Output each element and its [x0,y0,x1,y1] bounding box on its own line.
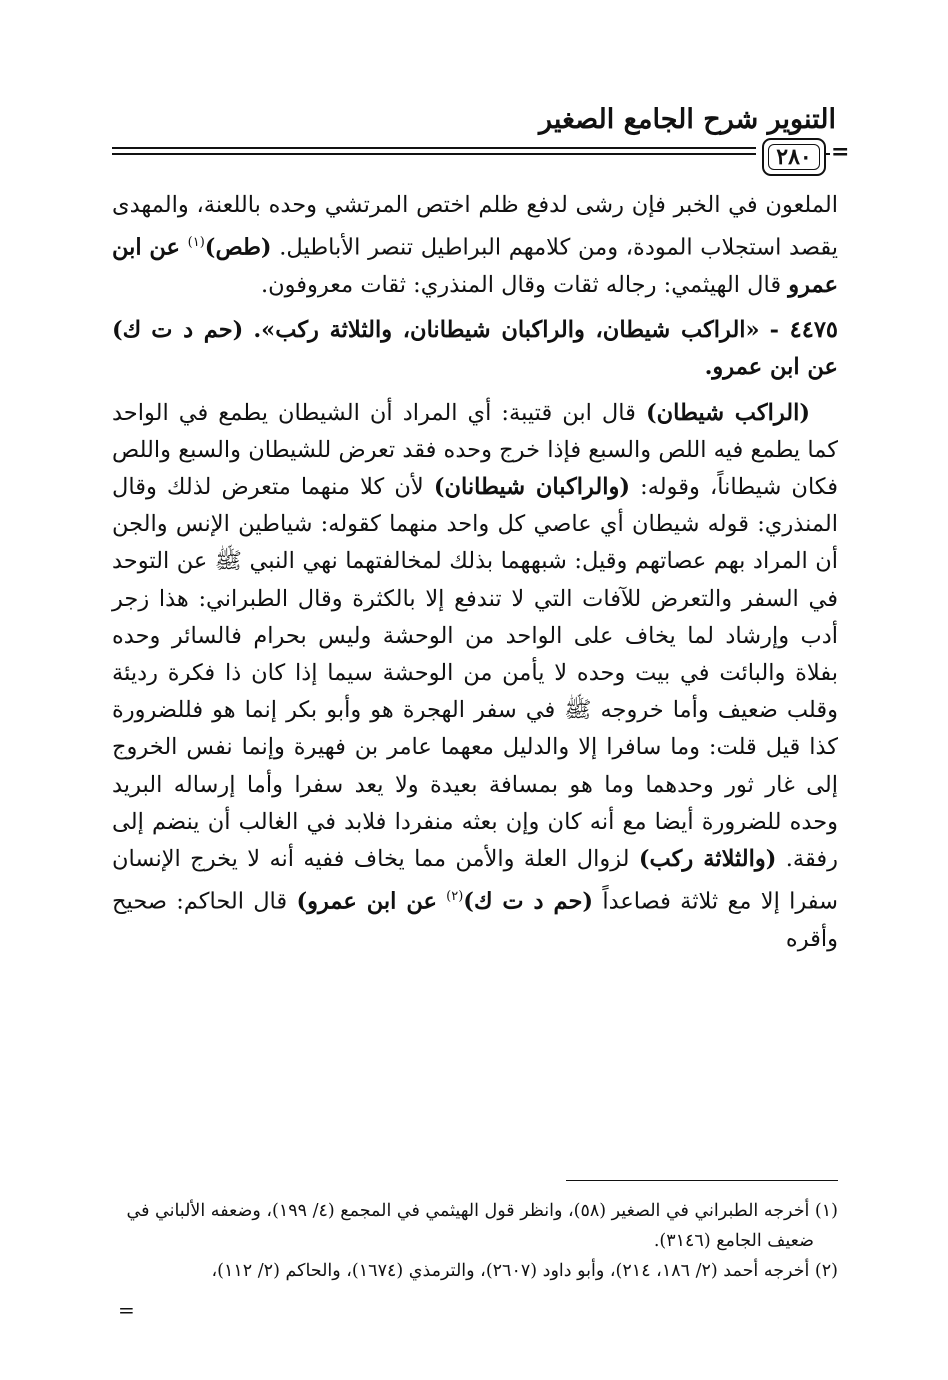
text-line: المنذري: قوله شيطان أي عاصي كل واحد منهما كقوله: شياطين الإنس والجن [112,511,838,538]
text-line: يقصد استجلاب المودة، ومن كلامهم البراطيل تنصر الأباطيل. [279,234,839,261]
commentary-paragraph-1 [112,187,838,304]
phrase-heading-2: (والراكبان شيطانان) [433,473,631,500]
footnote-2: (٢) أخرجه أحمد (٢/ ١٨٦، ٢١٤)، وأبو داود (٢٦٠٧)، والترمذي (١٦٧٤)، والحاكم (٢/ ١١٢)، [211,1261,838,1281]
hadith-source-cont: ك) عن ابن عمرو. [112,317,838,381]
header-rule-top [112,147,756,149]
text-line: لزوال العلة والأمن مما يخاف ففيه أنه لا يخرج الإنسان سفرا [112,845,838,915]
narrator-prefix: عن [149,234,180,261]
text-line: أن المراد بهم عصاتهم وقيل: شبههما بذلك لمخالفتهما نهي النبي ﷺ عن التوحد [112,548,838,575]
text-line: يطمع فيه اللص والسبع فإذا خرج وحده فقد تعرض للشيطان والسبع واللص [112,436,801,463]
header-rule-connector [826,153,830,155]
text-line: الملعون في الخبر فإن رشى لدفع ظلم اختص المرتشي وحده باللعنة، والمهدى [112,192,838,218]
text-line: إلا مع ثلاثة فصاعداً [602,888,780,915]
text-line: قال ابن قتيبة: أي المراد أن الشيطان يطمع في الواحد كما [112,399,838,463]
text-line: قال الهيثمي: رجاله ثقات وقال المنذري: ثقات معروفون. [260,271,782,298]
footnote-1: (١) أخرجه الطبراني في الصغير (٥٨)، وانظر قول الهيثمي في المجمع (٤/ ١٩٩)، وضعفه الألباني في [126,1201,838,1221]
running-title: التنوير شرح الجامع الصغير [539,104,836,135]
text-line: فكان شيطاناً، وقوله: [640,473,838,500]
source-abbrev-2: (حم د ت ك) [463,888,594,915]
text-line: للضرورة أيضا مع أنه كان وإن بعثه منفردا فلابد في الغالب أن ينضم إلى رفقة. [112,808,838,872]
header-edge-mark: = [831,139,850,165]
source-abbrev: (طص) [204,234,272,261]
hadith-entry [112,312,838,386]
hadith-source: (حم د ت [151,317,244,344]
footnote-ref-1[interactable]: (١) [187,235,205,251]
text-line: كذا قيل قلت: وما سافرا إلا والدليل معهما عامر بن فهيرة وإنما نفس الخروج [112,734,838,761]
narrator-name: ابن عمرو [112,234,838,298]
main-text [112,187,838,958]
phrase-heading-1: (الراكب شيطان) [645,399,811,426]
footnote-1-continuation: ضعيف الجامع (٣١٤٦). [653,1231,814,1251]
text-line: بفلاة والبائت في بيت وحده لا يأمن من الوحشة سيما إذا كان ذا فكرة رديئة [112,659,838,686]
commentary-paragraph-2 [112,395,838,959]
footnotes [112,1196,838,1286]
footnote-separator [566,1180,838,1181]
footnote-ref-2[interactable]: (٢) [446,889,464,905]
hadith-number: ٤٤٧٥ - [769,317,839,344]
text-line: في السفر والتعرض للآفات التي لا تندفع إلا بالكثرة وقال الطبراني: هذا زجر [112,585,838,612]
text-line: وقلب ضعيف وأما خروجه ﷺ في سفر الهجرة هو وأبو بكر إنما هو فللضرورة [112,697,838,724]
text-line: إلى غار ثور وحدهما وما هو بمسافة بعيدة ولا يعد سفرا وأما إرساله البريد وحده [112,771,838,835]
phrase-heading-3: (والثلاثة ركب) [638,845,777,872]
page-number: ٢٨٠ [776,144,812,170]
text-line: قال الحاكم: صحيح وأقره [112,888,838,952]
hadith-text: «الراكب شيطان، والراكبان شيطانان، والثلاثة ركب». [253,317,760,344]
text-line: أدب وإرشاد لما يخاف على الواحد من الوحشة وليس بحرام فالسائر وحده [112,622,838,649]
narrator-name-2: عن ابن عمرو) [296,888,437,915]
header-rule-bottom [112,153,756,155]
footnote-continues-mark: = [118,1298,135,1322]
page-number-frame [762,138,826,176]
text-line: لأن كلا منهما متعرض لذلك وقال [112,473,424,500]
